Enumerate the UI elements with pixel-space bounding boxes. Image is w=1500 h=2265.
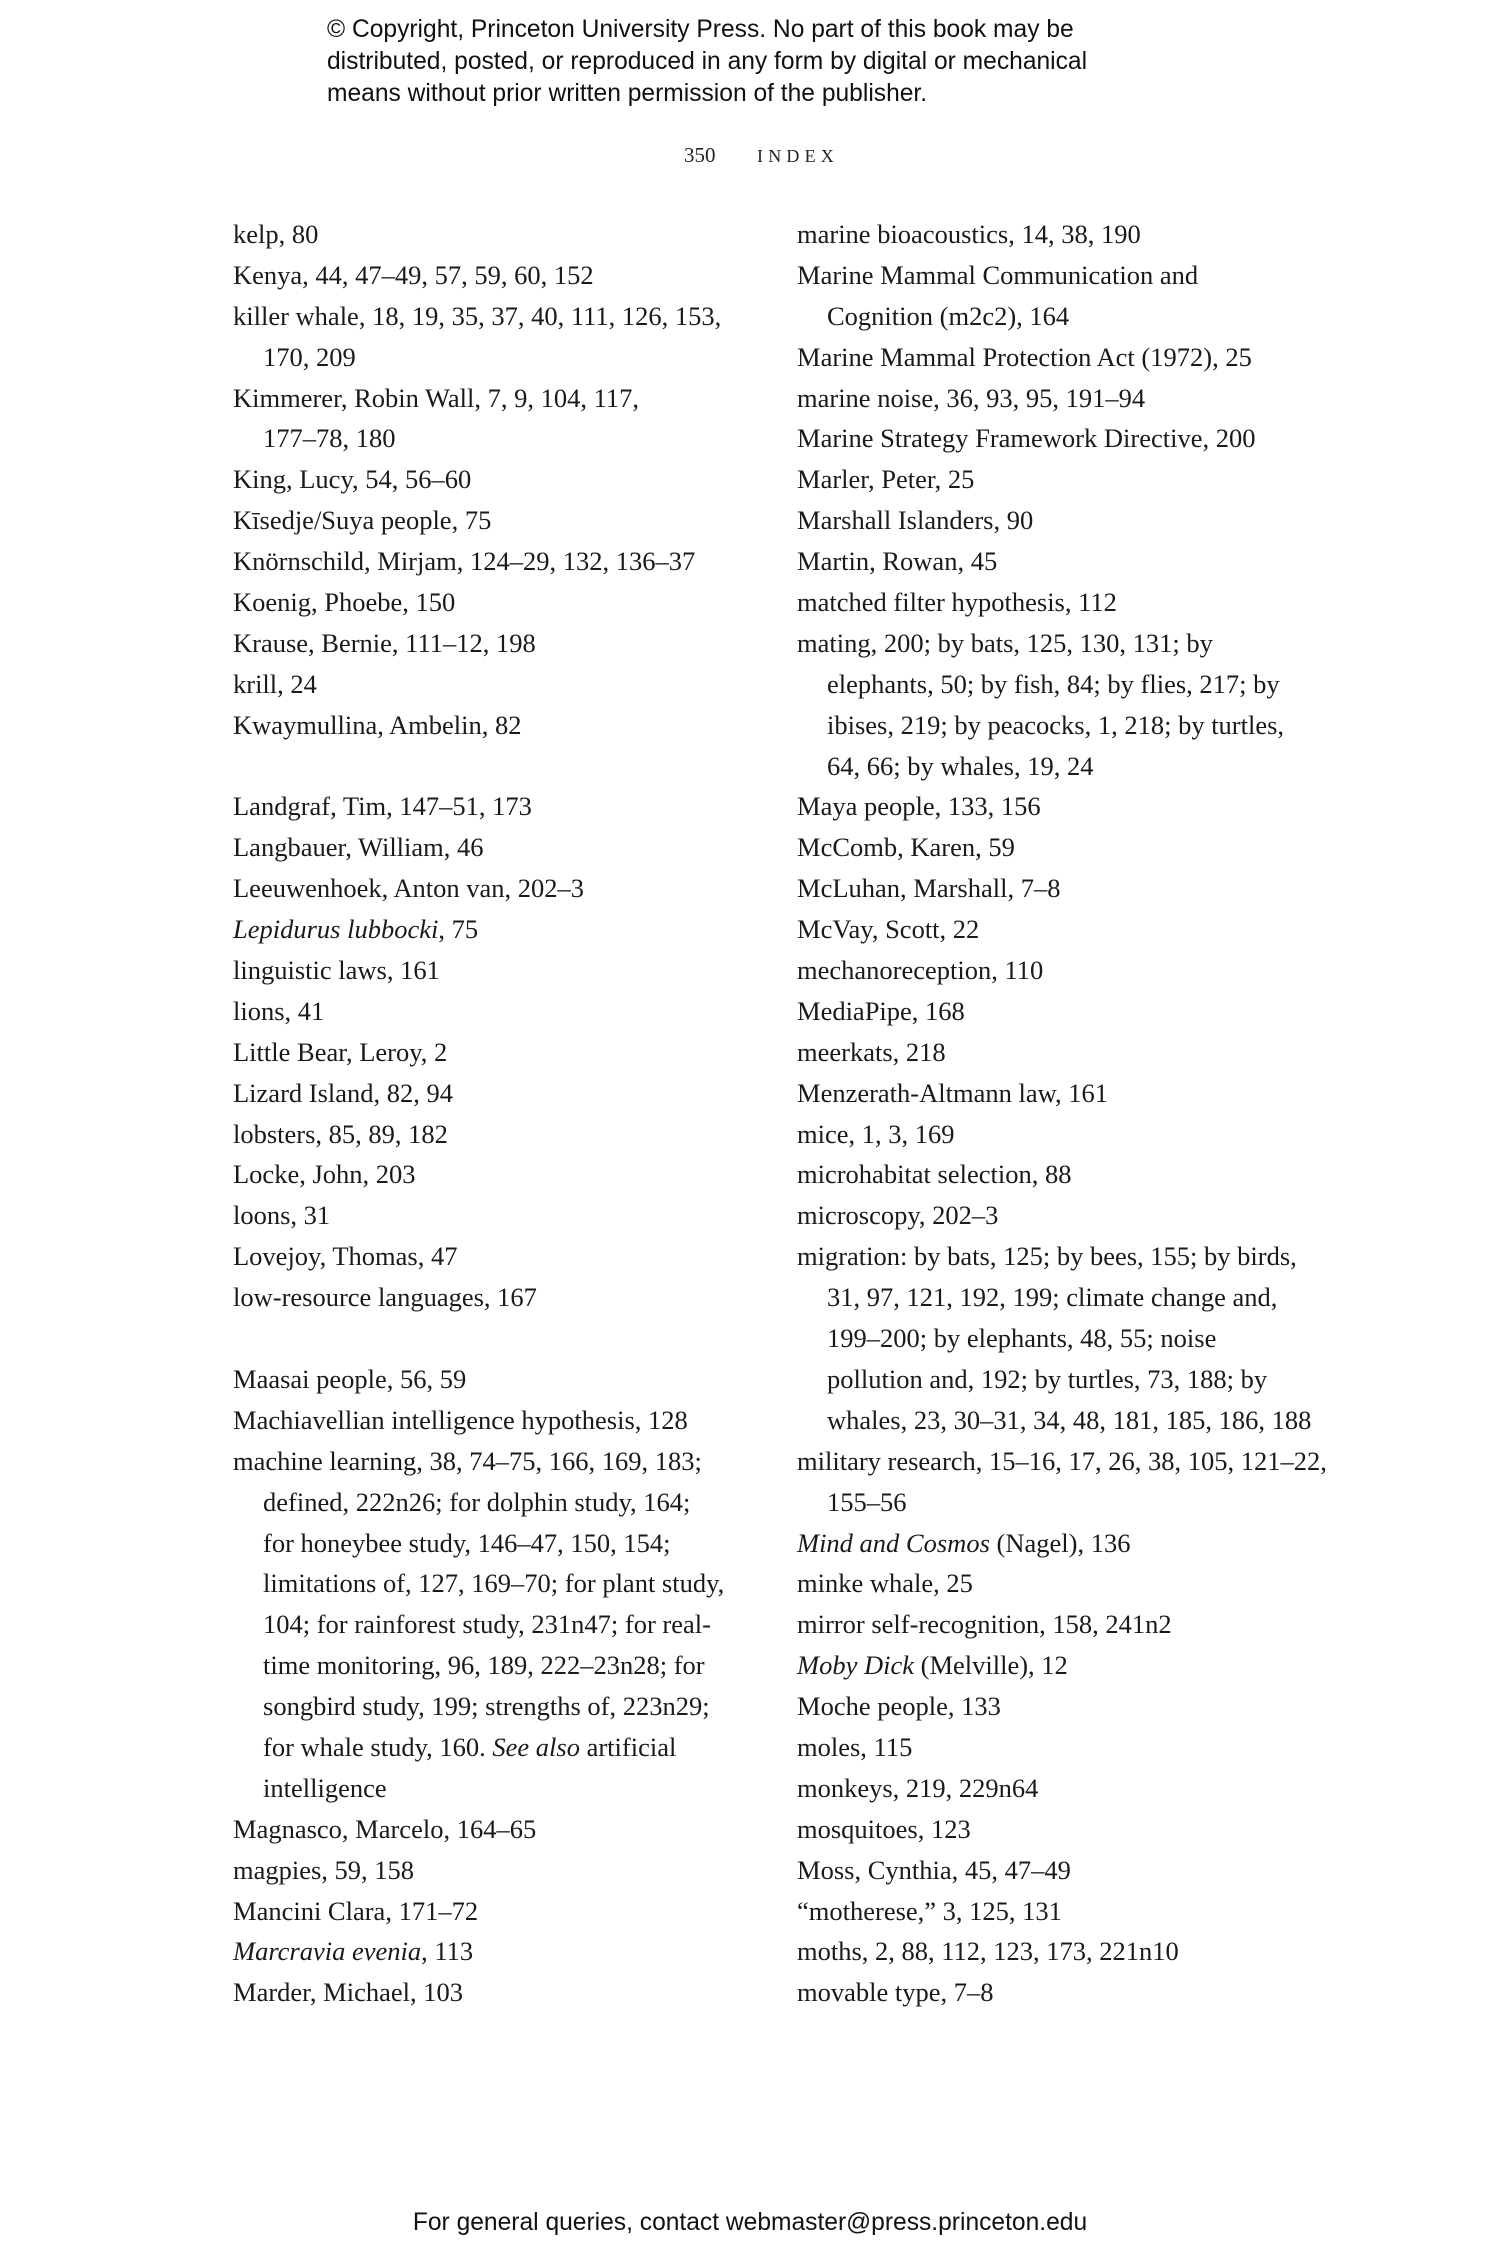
index-entry-text: Magnasco, Marcelo, 164–65 — [233, 1813, 537, 1844]
index-entry-text: 170, 209 — [263, 341, 356, 372]
index-entry-italic-term: Lepidurus lubbocki — [233, 914, 439, 945]
index-entry — [797, 950, 1317, 991]
page-number: 350 — [684, 143, 716, 167]
index-entry-text: 64, 66; by whales, 19, 24 — [827, 750, 1094, 781]
index-entry-text: mosquitoes, 123 — [797, 1813, 971, 1844]
index-entry-text: Lizard Island, 82, 94 — [233, 1077, 454, 1108]
index-entry-text: McLuhan, Marshall, 7–8 — [797, 873, 1061, 904]
index-entry-text: Kwaymullina, Ambelin, 82 — [233, 709, 522, 740]
index-entry — [233, 786, 753, 827]
index-entry-continuation — [233, 418, 753, 459]
cross-reference-label: See also — [492, 1731, 580, 1762]
index-entry-text: 199–200; by elephants, 48, 55; noise — [827, 1323, 1217, 1354]
index-entry — [797, 1114, 1317, 1155]
index-entry-text: Kimmerer, Robin Wall, 7, 9, 104, 117, — [233, 382, 640, 413]
index-entry-continuation — [797, 705, 1317, 746]
index-entry-text: (Nagel), 136 — [989, 1527, 1131, 1558]
index-entry — [797, 868, 1317, 909]
index-entry — [233, 296, 753, 337]
index-entry — [797, 991, 1317, 1032]
index-entry — [797, 1972, 1317, 2013]
letter-group-separator — [233, 1318, 753, 1359]
index-entry-continuation — [233, 1686, 753, 1727]
index-entry-continuation — [797, 746, 1317, 787]
index-entry-continuation — [797, 1400, 1317, 1441]
index-entry — [797, 1563, 1317, 1604]
index-entry-text: limitations of, 127, 169–70; for plant study, — [263, 1568, 725, 1599]
index-entry — [233, 827, 753, 868]
index-entry — [233, 1850, 753, 1891]
index-entry — [233, 1154, 753, 1195]
index-entry-continuation — [233, 1482, 753, 1523]
index-entry-text: 104; for rainforest study, 231n47; for real- — [263, 1609, 711, 1640]
index-entry-text: McVay, Scott, 22 — [797, 914, 980, 945]
index-entry-text: moles, 115 — [797, 1731, 913, 1762]
index-entry — [797, 1686, 1317, 1727]
index-entry — [797, 623, 1317, 664]
index-entry-text: Marshall Islanders, 90 — [797, 505, 1034, 536]
index-entry-text: Mancini Clara, 171–72 — [233, 1895, 479, 1926]
index-entry — [233, 1032, 753, 1073]
index-entry-text: military research, 15–16, 17, 26, 38, 105, 121–22, — [797, 1445, 1327, 1476]
index-entry-continuation — [233, 1768, 753, 1809]
index-entry-text: whales, 23, 30–31, 34, 48, 181, 185, 186, 188 — [827, 1404, 1312, 1435]
index-entry-text: krill, 24 — [233, 668, 317, 699]
footer-contact: For general queries, contact webmaster@press.princeton.edu — [412, 2209, 1088, 2236]
index-entry-text: intelligence — [263, 1772, 387, 1803]
index-entry — [233, 950, 753, 991]
index-entry — [233, 1114, 753, 1155]
index-entry — [233, 378, 753, 419]
index-entry — [233, 623, 753, 664]
index-entry — [233, 1891, 753, 1932]
index-entry — [233, 1359, 753, 1400]
index-entry — [797, 337, 1317, 378]
index-entry — [797, 1645, 1317, 1686]
index-entry — [797, 1523, 1317, 1564]
index-entry-continuation — [797, 1318, 1317, 1359]
index-entry-continuation — [233, 1604, 753, 1645]
index-entry-text: mice, 1, 3, 169 — [797, 1118, 955, 1149]
copyright-notice — [327, 14, 1227, 110]
index-entry-text: Machiavellian intelligence hypothesis, 128 — [233, 1404, 688, 1435]
index-entry-text: meerkats, 218 — [797, 1036, 946, 1067]
index-entry — [233, 1195, 753, 1236]
index-entry-text: King, Lucy, 54, 56–60 — [233, 464, 472, 495]
index-entry — [233, 868, 753, 909]
index-entry — [797, 378, 1317, 419]
index-entry — [233, 500, 753, 541]
index-entry-text: monkeys, 219, 229n64 — [797, 1772, 1039, 1803]
index-entry — [797, 418, 1317, 459]
index-entry-text: Leeuwenhoek, Anton van, 202–3 — [233, 873, 585, 904]
index-entry-italic-term: Marcravia evenia — [233, 1936, 422, 1967]
index-entry — [797, 786, 1317, 827]
index-entry-text: lobsters, 85, 89, 182 — [233, 1118, 448, 1149]
index-entry — [797, 1768, 1317, 1809]
index-entry — [797, 1931, 1317, 1972]
index-entry — [797, 255, 1317, 296]
copyright-line: means without prior written permission of the publisher. — [327, 80, 928, 107]
index-entry-text: Marine Mammal Communication and — [797, 259, 1199, 290]
index-entry — [233, 1931, 753, 1972]
index-entry-continuation — [797, 1359, 1317, 1400]
index-entry-text: Langbauer, William, 46 — [233, 832, 484, 863]
index-entry-text: loons, 31 — [233, 1200, 331, 1231]
index-entry-text: Knörnschild, Mirjam, 124–29, 132, 136–37 — [233, 546, 696, 577]
index-entry-continuation — [797, 1482, 1317, 1523]
index-entry — [233, 909, 753, 950]
index-entry-text: Marder, Michael, 103 — [233, 1977, 463, 2008]
index-entry-text: Little Bear, Leroy, 2 — [233, 1036, 448, 1067]
index-entry-text: Locke, John, 203 — [233, 1159, 416, 1190]
index-entry — [233, 664, 753, 705]
index-entry-text: Moche people, 133 — [797, 1691, 1001, 1722]
index-entry-continuation — [233, 1727, 753, 1768]
copyright-line: © Copyright, Princeton University Press. No part of this book may be — [327, 16, 1074, 43]
index-entry-text: (Melville), 12 — [914, 1650, 1068, 1681]
index-entry — [797, 1073, 1317, 1114]
index-entry-text: 31, 97, 121, 192, 199; climate change and, — [827, 1282, 1278, 1313]
index-entry-text: for honeybee study, 146–47, 150, 154; — [263, 1527, 671, 1558]
index-entry-text: moths, 2, 88, 112, 123, 173, 221n10 — [797, 1936, 1179, 1967]
index-entry-text: Moss, Cynthia, 45, 47–49 — [797, 1854, 1071, 1885]
index-entry-text: MediaPipe, 168 — [797, 995, 965, 1026]
index-entry-text: killer whale, 18, 19, 35, 37, 40, 111, 126, 153, — [233, 300, 722, 331]
index-entry-text: low-resource languages, 167 — [233, 1282, 537, 1313]
index-entry — [233, 705, 753, 746]
index-entry — [797, 1195, 1317, 1236]
index-entry — [797, 1727, 1317, 1768]
index-entry-continuation — [233, 1645, 753, 1686]
index-entry — [797, 909, 1317, 950]
index-entry-text: microscopy, 202–3 — [797, 1200, 999, 1231]
index-entry-text: microhabitat selection, 88 — [797, 1159, 1072, 1190]
index-entry-text: elephants, 50; by fish, 84; by flies, 217; by — [827, 668, 1280, 699]
cross-reference-target: artificial — [579, 1731, 677, 1762]
index-entry-text: ibises, 219; by peacocks, 1, 218; by turtles, — [827, 709, 1285, 740]
index-entry-text: marine noise, 36, 93, 95, 191–94 — [797, 382, 1146, 413]
index-entry-text: mirror self-recognition, 158, 241n2 — [797, 1609, 1172, 1640]
index-entry-text: Marler, Peter, 25 — [797, 464, 975, 495]
index-entry-continuation — [797, 1277, 1317, 1318]
index-entry-italic-term: Moby Dick — [797, 1650, 914, 1681]
index-entry — [797, 500, 1317, 541]
index-entry-continuation — [233, 1563, 753, 1604]
index-entry — [797, 1809, 1317, 1850]
index-entry-text: machine learning, 38, 74–75, 166, 169, 183; — [233, 1445, 702, 1476]
index-entry-text: Kīsedje/Suya people, 75 — [233, 505, 492, 536]
index-entry — [233, 1441, 753, 1482]
index-entry-text: Menzerath-Altmann law, 161 — [797, 1077, 1109, 1108]
index-entry — [797, 541, 1317, 582]
index-entry — [797, 1154, 1317, 1195]
index-entry-continuation — [797, 664, 1317, 705]
section-title: INDEX — [757, 146, 839, 166]
index-entry-text: mating, 200; by bats, 125, 130, 131; by — [797, 627, 1213, 658]
index-entry-text: “motherese,” 3, 125, 131 — [797, 1895, 1062, 1926]
index-entry-italic-term: Mind and Cosmos — [797, 1527, 990, 1558]
index-entry-text: 155–56 — [827, 1486, 907, 1517]
index-entry — [233, 991, 753, 1032]
index-entry — [797, 1850, 1317, 1891]
index-entry-text: kelp, 80 — [233, 219, 319, 249]
index-entry — [233, 1236, 753, 1277]
index-entry — [797, 1236, 1317, 1277]
index-entry — [233, 1400, 753, 1441]
index-entry-text: time monitoring, 96, 189, 222–23n28; for — [263, 1650, 705, 1681]
index-entry-text: Landgraf, Tim, 147–51, 173 — [233, 791, 532, 822]
index-entry-text: Krause, Bernie, 111–12, 198 — [233, 627, 536, 658]
index-entry-text: marine bioacoustics, 14, 38, 190 — [797, 219, 1141, 249]
index-entry — [797, 1441, 1327, 1482]
index-entry — [797, 1604, 1317, 1645]
index-entry-text: Kenya, 44, 47–49, 57, 59, 60, 152 — [233, 259, 594, 290]
index-entry-text: songbird study, 199; strengths of, 223n29; — [263, 1691, 710, 1722]
index-column-right — [797, 214, 1327, 2013]
index-entry — [233, 214, 753, 255]
index-entry — [797, 827, 1317, 868]
index-entry-text: Marine Mammal Protection Act (1972), 25 — [797, 341, 1252, 372]
index-entry-text: Maya people, 133, 156 — [797, 791, 1041, 822]
index-entry-text: pollution and, 192; by turtles, 73, 188; by — [827, 1363, 1268, 1394]
index-entry-text: , 75 — [438, 914, 479, 945]
index-entry — [233, 1809, 753, 1850]
index-entry-text: for whale study, 160. — [263, 1731, 493, 1762]
index-entry-text: lions, 41 — [233, 995, 325, 1026]
index-entry — [797, 1032, 1317, 1073]
index-entry-text: magpies, 59, 158 — [233, 1854, 415, 1885]
index-entry-text: minke whale, 25 — [797, 1568, 973, 1599]
index-entry-text: Maasai people, 56, 59 — [233, 1363, 467, 1394]
running-head — [0, 141, 1500, 169]
index-column-left — [233, 214, 753, 2013]
index-entry-text: Lovejoy, Thomas, 47 — [233, 1241, 458, 1272]
index-entry-text: Marine Strategy Framework Directive, 200 — [797, 423, 1256, 454]
index-entry-text: movable type, 7–8 — [797, 1977, 994, 2008]
index-entry — [233, 582, 753, 623]
copyright-line: distributed, posted, or reproduced in any form by digital or mechanical — [327, 48, 1088, 75]
index-entry-text: Martin, Rowan, 45 — [797, 546, 998, 577]
index-entry-text: 177–78, 180 — [263, 423, 396, 454]
index-entry-text: matched filter hypothesis, 112 — [797, 587, 1117, 618]
index-entry-continuation — [797, 296, 1317, 337]
index-entry-continuation — [233, 337, 753, 378]
index-entry-continuation — [233, 1523, 753, 1564]
index-entry — [233, 1073, 753, 1114]
index-entry — [233, 1972, 753, 2013]
index-entry-text: McComb, Karen, 59 — [797, 832, 1015, 863]
index-entry — [233, 459, 753, 500]
index-entry — [233, 1277, 753, 1318]
index-entry — [797, 1891, 1317, 1932]
index-entry-text: defined, 222n26; for dolphin study, 164; — [263, 1486, 691, 1517]
index-entry — [797, 459, 1317, 500]
index-entry-text: Cognition (m2c2), 164 — [827, 300, 1070, 331]
letter-group-separator — [233, 746, 753, 787]
index-entry — [797, 214, 1317, 255]
index-entry-text: mechanoreception, 110 — [797, 955, 1044, 986]
index-entry-text: Koenig, Phoebe, 150 — [233, 587, 456, 618]
index-entry — [233, 541, 753, 582]
index-entry — [797, 582, 1317, 623]
index-entry-text: linguistic laws, 161 — [233, 955, 440, 986]
index-entry — [233, 255, 753, 296]
index-entry-text: migration: by bats, 125; by bees, 155; by birds, — [797, 1241, 1297, 1272]
index-entry-text: , 113 — [421, 1936, 474, 1967]
